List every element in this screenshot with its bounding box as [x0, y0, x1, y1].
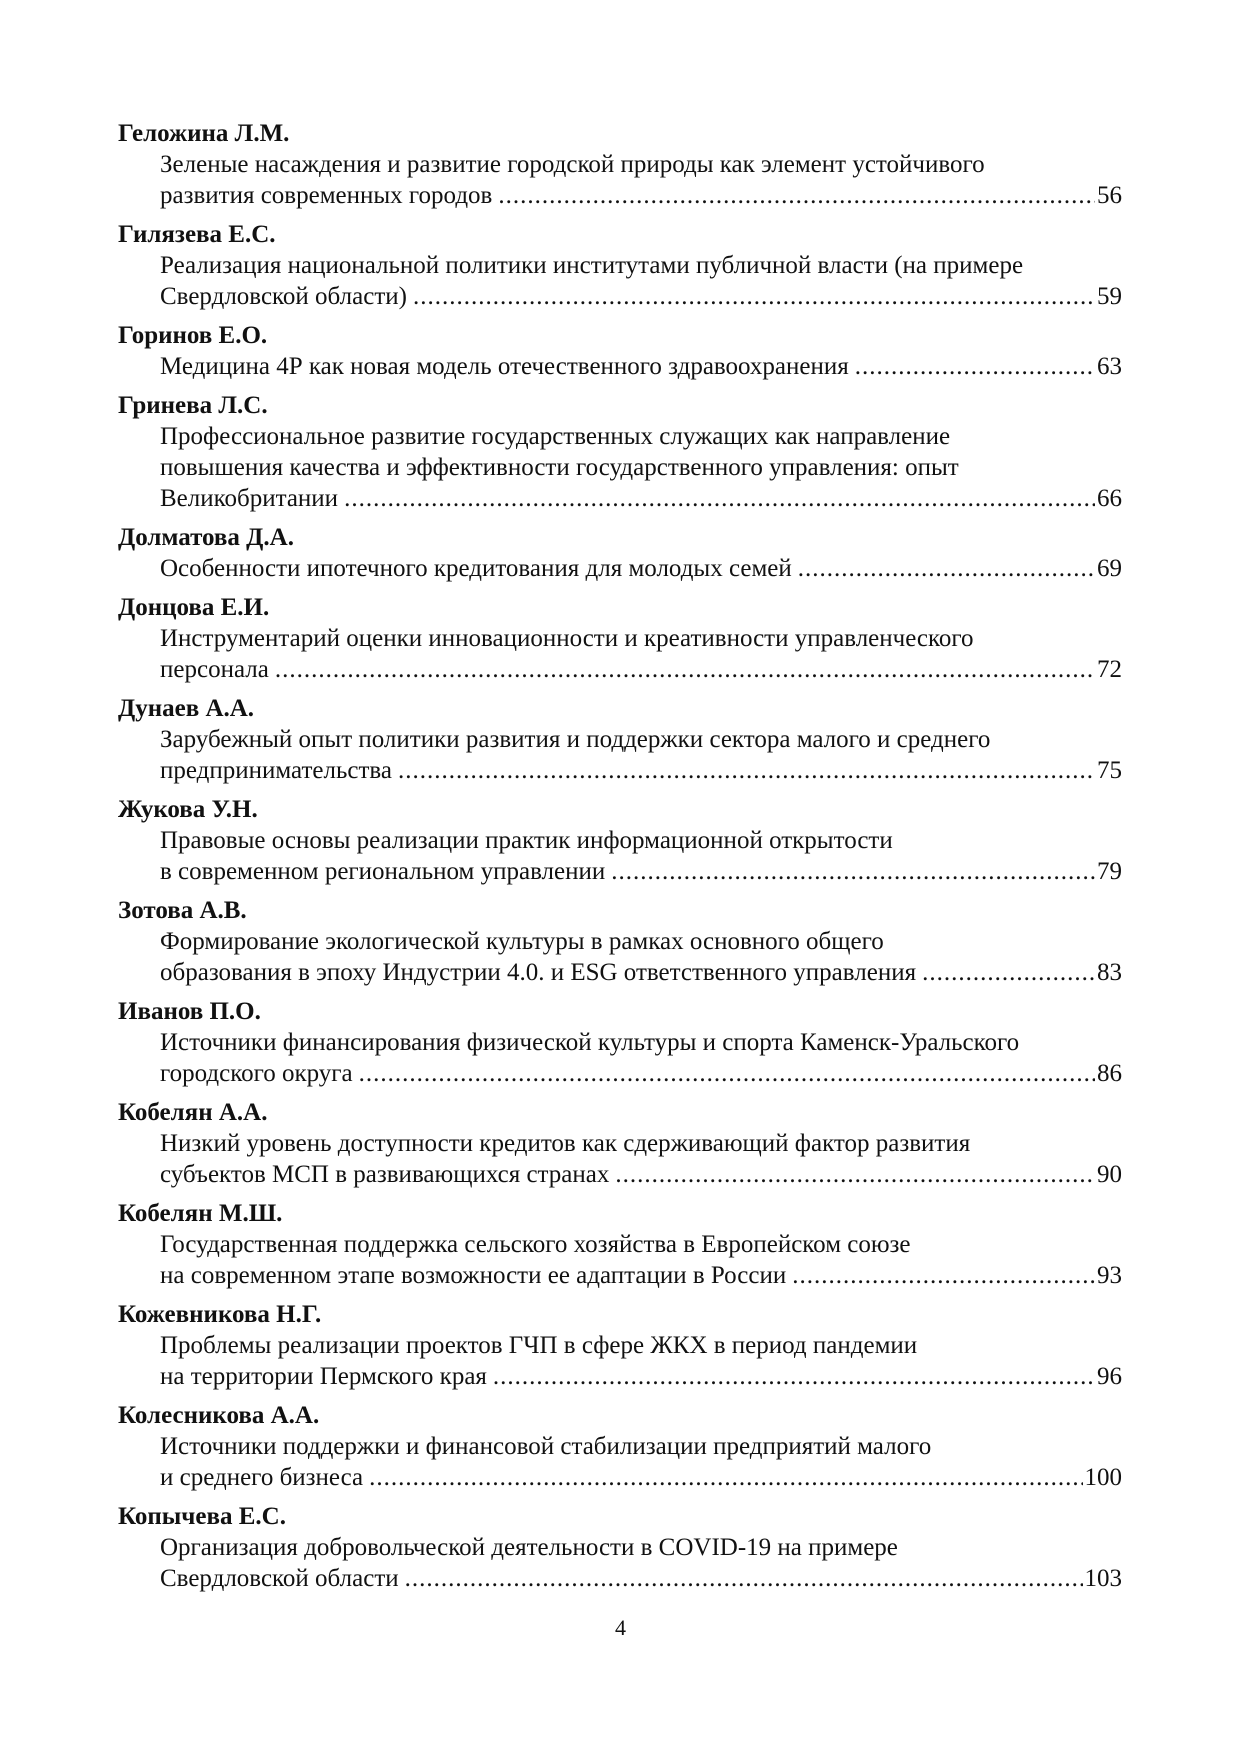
toc-title-line: Проблемы реализации проектов ГЧП в сфере ЖКХ в период пандемии [160, 1332, 918, 1359]
toc-page-number: 63 [1097, 353, 1122, 380]
page-number: 4 [615, 1615, 626, 1640]
toc-leader-dots [405, 1563, 1083, 1594]
toc-title-line: Зеленые насаждения и развитие городской природы как элемент устойчивого [160, 151, 985, 178]
toc-entry [118, 794, 1122, 887]
toc-title-last-line [118, 1361, 1122, 1392]
toc-page-number: 56 [1097, 182, 1122, 209]
toc-title-line: Формирование экологической культуры в рамках основного общего [160, 928, 884, 955]
toc-title-last-line [118, 1462, 1122, 1493]
toc-page-number: 96 [1097, 1363, 1122, 1390]
toc-title-line: Организация добровольческой деятельности в COVID-19 на примере [160, 1534, 898, 1561]
toc-leader-dots [498, 180, 1095, 211]
toc-leader-dots [611, 856, 1095, 887]
toc-leader-dots [398, 755, 1095, 786]
toc-title-text: образования в эпоху Индустрии 4.0. и ESG ответственного управления [160, 959, 917, 986]
toc-page-number: 69 [1097, 555, 1122, 582]
toc-title-last-line [118, 1563, 1122, 1594]
toc-title-last-line [118, 654, 1122, 685]
toc-author: Кобелян А.А. [118, 1099, 268, 1126]
toc-page-number: 83 [1097, 959, 1122, 986]
toc-title-line: Государственная поддержка сельского хозяйства в Европейском союзе [160, 1231, 911, 1258]
toc-leader-dots [798, 553, 1095, 584]
toc-page-number: 72 [1097, 656, 1122, 683]
toc-title-last-line [118, 180, 1122, 211]
toc-entry [118, 1501, 1122, 1594]
toc-title-text: персонала [160, 656, 269, 683]
toc-title-line: повышения качества и эффективности государственного управления: опыт [160, 454, 959, 481]
toc-entry [118, 390, 1122, 514]
toc-author: Кобелян М.Ш. [118, 1200, 283, 1227]
toc-title-last-line [118, 553, 1122, 584]
toc-title-line: Низкий уровень доступности кредитов как сдерживающий фактор развития [160, 1130, 971, 1157]
toc-entry [118, 1299, 1122, 1392]
toc-title-last-line [118, 483, 1122, 514]
toc-leader-dots [359, 1058, 1095, 1089]
toc-title-text: Особенности ипотечного кредитования для молодых семей [160, 555, 792, 582]
toc-title-line: Правовые основы реализации практик информационной открытости [160, 827, 893, 854]
toc-author: Иванов П.О. [118, 998, 261, 1025]
toc-entry [118, 522, 1122, 584]
toc-author: Дунаев А.А. [118, 695, 255, 722]
toc-title-text: в современном региональном управлении [160, 858, 606, 885]
toc-entry [118, 1097, 1122, 1190]
toc-entry [118, 996, 1122, 1089]
toc-title-line: Реализация национальной политики институтами публичной власти (на примере [160, 252, 1024, 279]
toc-leader-dots [369, 1462, 1082, 1493]
toc-leader-dots [855, 351, 1095, 382]
toc-title-text: Великобритании [160, 485, 339, 512]
toc-title-text: развития современных городов [160, 182, 493, 209]
toc-author: Донцова Е.И. [118, 594, 270, 621]
toc-title-text: предпринимательства [160, 757, 392, 784]
toc-title-line: Источники поддержки и финансовой стабилизации предприятий малого [160, 1433, 932, 1460]
toc-author: Гилязева Е.С. [118, 221, 276, 248]
toc-title-last-line [118, 856, 1122, 887]
toc-title-text: Свердловской области [160, 1565, 399, 1592]
toc-title-last-line [118, 957, 1122, 988]
toc-title-line: Инструментарий оценки инновационности и креативности управленческого [160, 625, 974, 652]
toc-page-number: 86 [1097, 1060, 1122, 1087]
toc-page-number: 90 [1097, 1161, 1122, 1188]
toc-entry [118, 320, 1122, 382]
toc-leader-dots [615, 1159, 1095, 1190]
toc-title-last-line [118, 281, 1122, 312]
toc-leader-dots [792, 1260, 1095, 1291]
toc-title-line: Зарубежный опыт политики развития и поддержки сектора малого и среднего [160, 726, 991, 753]
toc-page-number: 79 [1097, 858, 1122, 885]
toc-page-number: 66 [1097, 485, 1122, 512]
toc-title-last-line [118, 1058, 1122, 1089]
toc-author: Колесникова А.А. [118, 1402, 320, 1429]
toc-title-last-line [118, 1159, 1122, 1190]
toc-page-number: 93 [1097, 1262, 1122, 1289]
toc-leader-dots [344, 483, 1095, 514]
toc-title-last-line [118, 1260, 1122, 1291]
toc-title-line: Профессиональное развитие государственных служащих как направление [160, 423, 951, 450]
toc-author: Кожевникова Н.Г. [118, 1301, 322, 1328]
toc-entry [118, 895, 1122, 988]
toc-author: Копычева Е.С. [118, 1503, 286, 1530]
toc-author: Геложина Л.М. [118, 120, 290, 147]
toc-entry [118, 219, 1122, 312]
toc-author: Жукова У.Н. [118, 796, 258, 823]
toc-title-text: на территории Пермского края [160, 1363, 487, 1390]
toc-title-last-line [118, 755, 1122, 786]
toc-entry [118, 1400, 1122, 1493]
toc-page-number: 103 [1084, 1565, 1122, 1592]
toc-author: Долматова Д.А. [118, 524, 294, 551]
toc-title-line: Источники финансирования физической культуры и спорта Каменск-Уральского [160, 1029, 1020, 1056]
toc-leader-dots [413, 281, 1095, 312]
toc-entry [118, 693, 1122, 786]
toc-entry [118, 118, 1122, 211]
toc-leader-dots [493, 1361, 1095, 1392]
toc-entry [118, 592, 1122, 685]
toc-title-text: Свердловской области) [160, 283, 407, 310]
toc-title-text: Медицина 4Р как новая модель отечественного здравоохранения [160, 353, 849, 380]
toc-page-number: 59 [1097, 283, 1122, 310]
toc-title-text: на современном этапе возможности ее адаптации в России [160, 1262, 787, 1289]
toc-title-last-line [118, 351, 1122, 382]
toc-title-text: городского округа [160, 1060, 353, 1087]
toc-author: Зотова А.В. [118, 897, 247, 924]
toc-leader-dots [275, 654, 1095, 685]
toc-page-number: 100 [1084, 1464, 1122, 1491]
table-of-contents [118, 118, 1122, 1602]
toc-title-text: и среднего бизнеса [160, 1464, 364, 1491]
toc-title-text: субъектов МСП в развивающихся странах [160, 1161, 610, 1188]
toc-author: Горинов Е.О. [118, 322, 268, 349]
toc-author: Гринева Л.С. [118, 392, 268, 419]
toc-leader-dots [922, 957, 1095, 988]
toc-entry [118, 1198, 1122, 1291]
toc-page-number: 75 [1097, 757, 1122, 784]
